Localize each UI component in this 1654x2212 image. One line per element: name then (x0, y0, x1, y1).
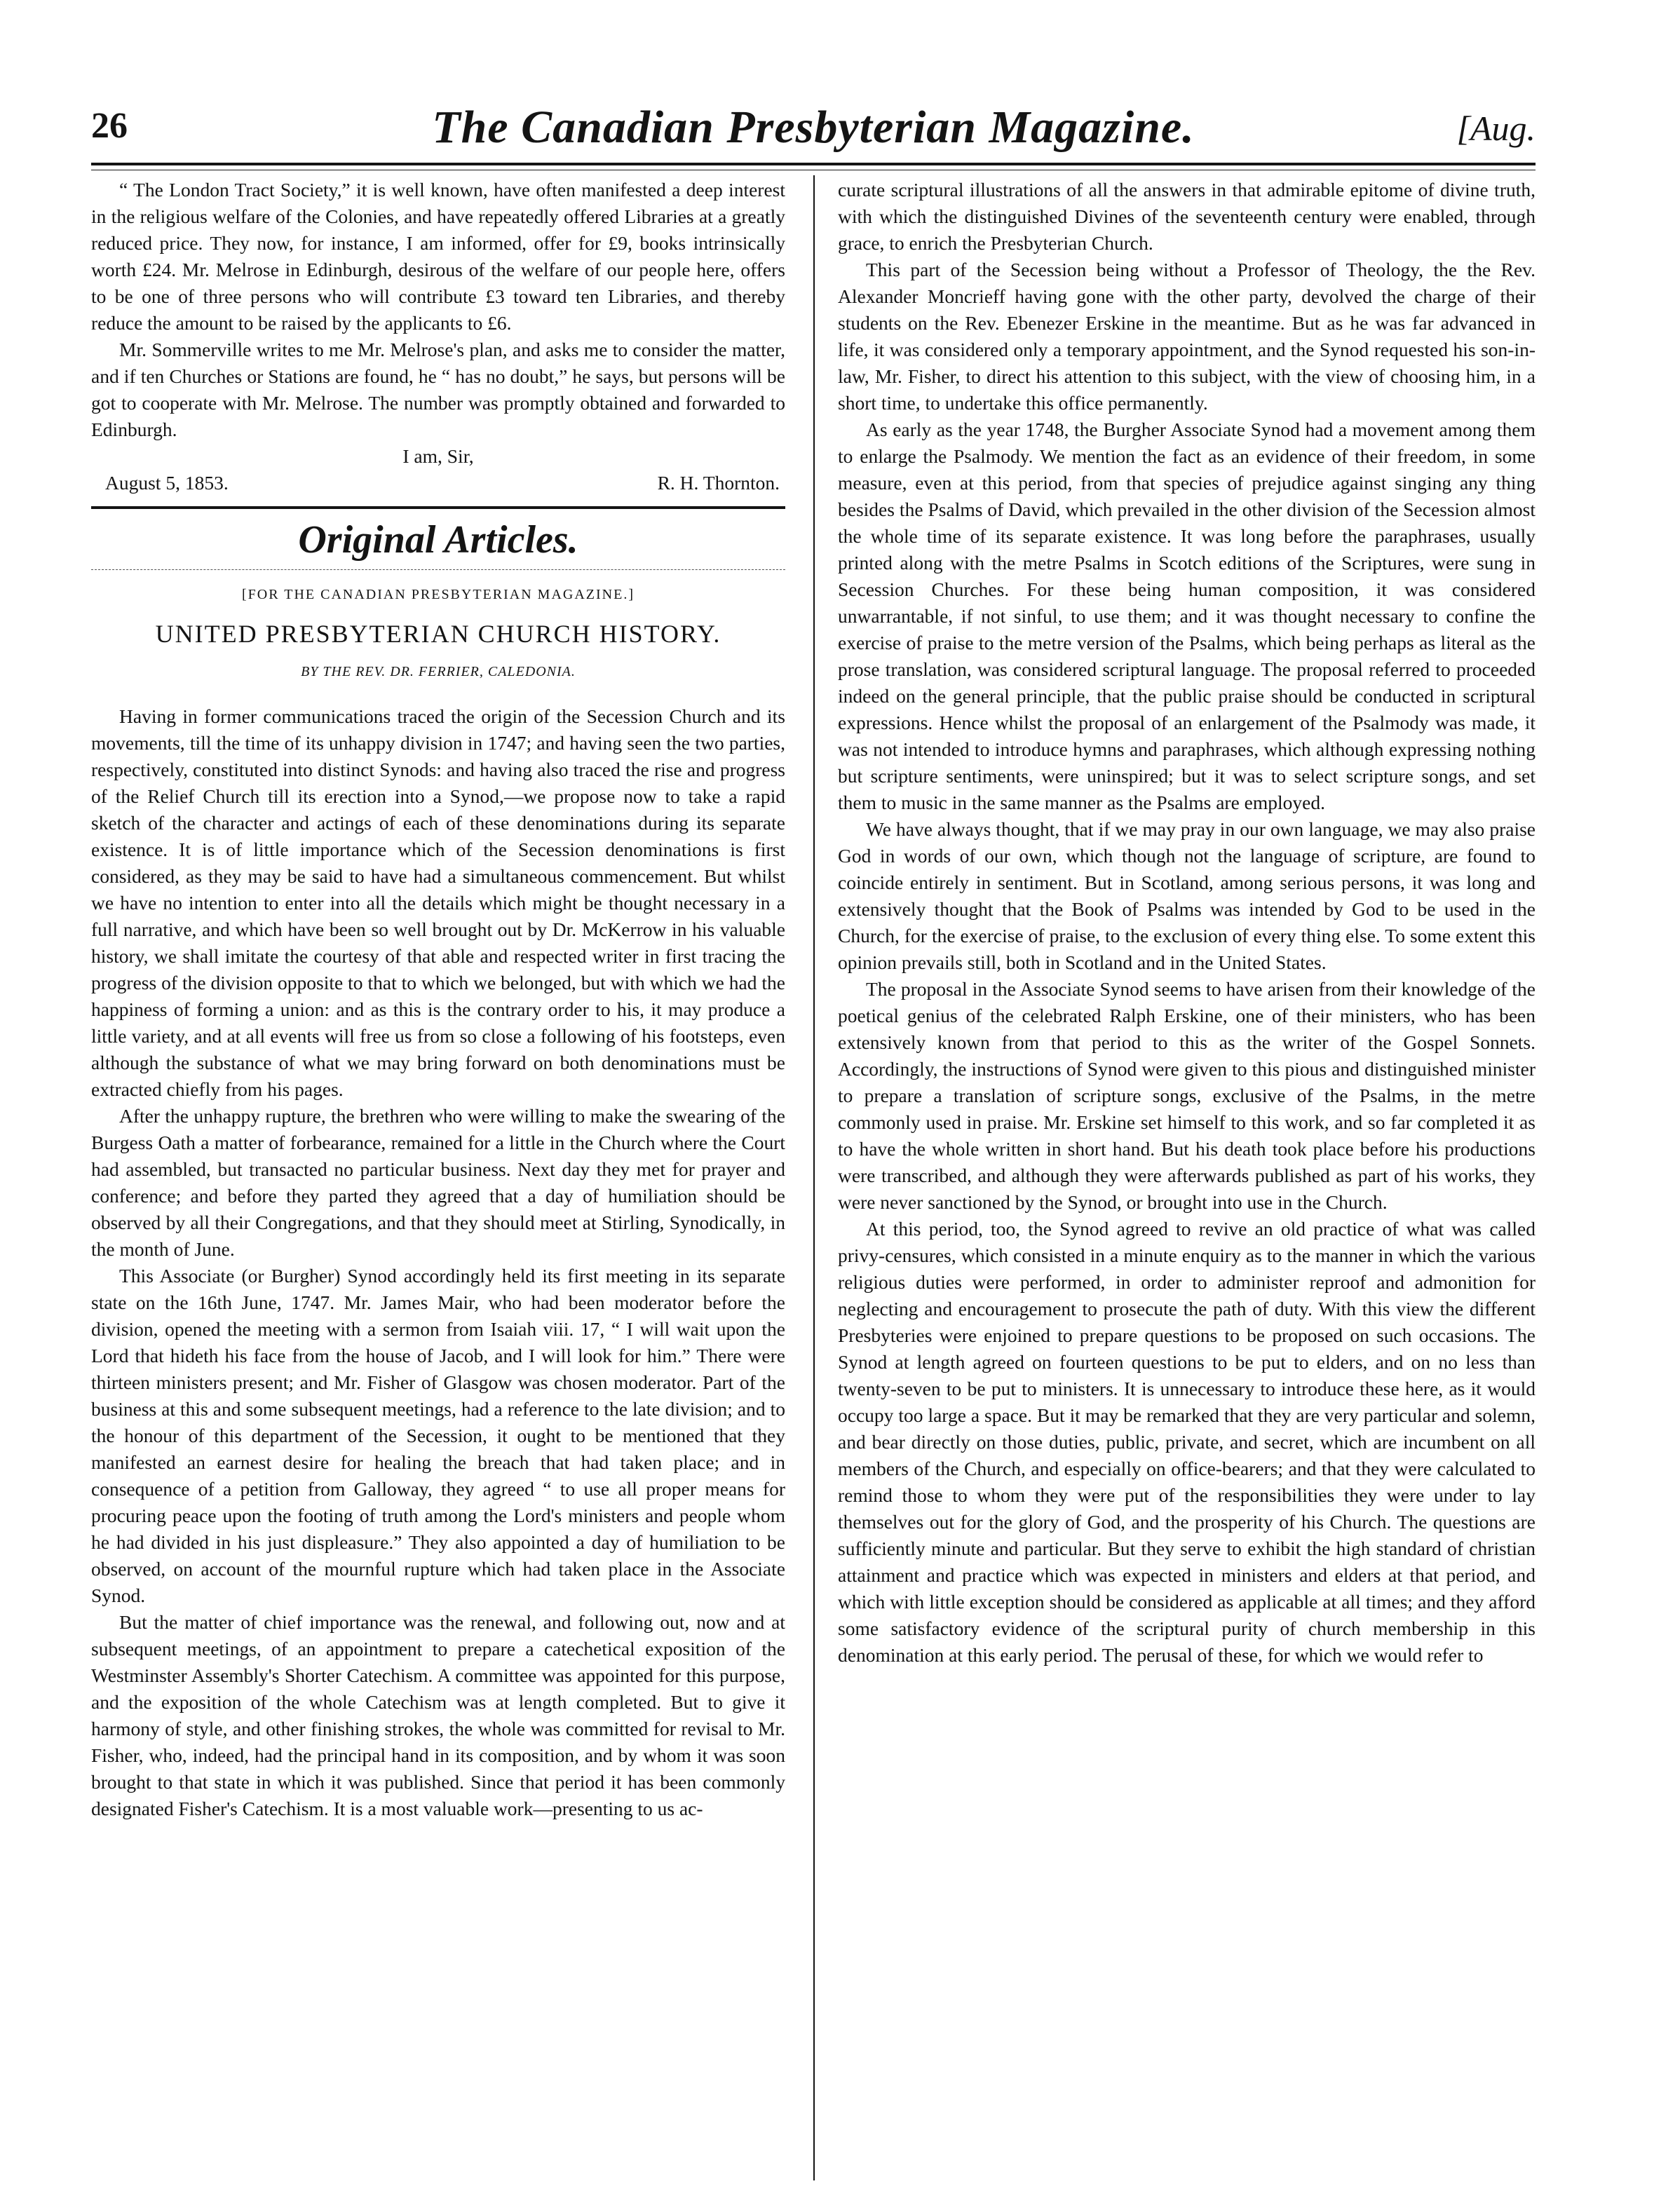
article-paragraph: Having in former communications traced the origin of the Secession Church and its movements, till the time of its unhappy division in 1747; and having seen the two parties, respectively, constituted into distinct Synods: and having also traced the rise and progress of the Relief Church till its erection into a Synod,—we propose now to take a rapid sketch of the character and actings of each of these denominations during its separate existence. It is of little importance which of the Secession denominations is first considered, as they may be said to have had a simultaneous commencement. But whilst we have no intention to enter into all the details which might be thought necessary in a full narrative, and which have been so well brought out by Dr. McKerrow in his valuable history, we shall imitate the courtesy of that able and respected writer in first tracing the progress of the division opposite to that to which we belonged, but with which we had the happiness of forming a union: and as this is the contrary order to his, it may produce a little variety, and at all events will free us from so close a following of his footsteps, even although the substance of what we may bring forward on both denominations must be extracted chiefly from his pages. (91, 705, 785, 1100)
article-paragraph: But the matter of chief importance was the renewal, and following out, now and at subsequent meetings, of an appointment to prepare a catechetical exposition of the Westminster Assembly's Shorter Catechism. A committee was appointed for this purpose, and the exposition of the whole Catechism was at length completed. But to give it harmony of style, and other finishing strokes, the whole was committed for revisal to Mr. Fisher, who, indeed, had the principal hand in its composition, and by whom it was soon brought to that state in which it was published. Since that period it has been commonly designated Fisher's Catechism. It is a most valuable work—presenting to us ac- (91, 1611, 785, 1819)
article-byline: BY THE REV. DR. FERRIER, CALEDONIA. (301, 664, 576, 679)
article-paragraph: This Associate (or Burgher) Synod accordingly held its first meeting in its separate state on the 16th June, 1747. Mr. James Mair, who had been moderator before the division, opened the meeting with a sermon from Isaiah viii. 17, “ I will wait upon the Lord that hideth his face from the house of Jacob, and I will look for him.” There were thirteen ministers present; and Mr. Fisher of Glasgow was chosen moderator. Part of the business at this and some subsequent meetings, had a reference to the late division; and to the honour of this department of the Secession, it ought to be mentioned that they manifested an earnest desire for healing the breach that had taken place; and in consequence of a petition from Galloway, they agreed “ to use all proper means for procuring peace upon the footing of truth among the Lord's ministers and people whom he had divided in his just displeasure.” They also appointed a day of humiliation to be observed, on account of the mournful rupture which had taken place in the Associate Synod. (91, 1265, 785, 1606)
article-paragraph: At this period, too, the Synod agreed to revive an old practice of what was called privy-censures, which consisted in a minute enquiry as to the manner in which the various religious duties were performed, in order to administer reproof and admonition for neglecting and encouragement to prosecute the path of duty. With this view the different Presbyteries were enjoined to prepare questions to be proposed on such occasions. The Synod at length agreed on fourteen questions to be put to elders, and on no less than twenty-seven to be put to ministers. It is unnecessary to introduce these here, as it would occupy too large a space. But it may be remarked that they are very particular and solemn, and bear directly on those duties, public, private, and secret, which are incumbent on all members of the Church, and especially on office-bearers; and that they were calculated to remind those to whom they were put of the responsibilities they were under to lay themselves out for the glory of God, and the prosperity of his Church. The questions are sufficiently minute and particular. But they serve to exhibit the high standard of christian attainment and practice which was expected in ministers and elders at that period, and which with little exception should be considered as applicable at all times; and they afford some satisfactory evidence of the scriptural purity of church membership in this denomination at this early period. The perusal of these, for which we would refer to (838, 1218, 1536, 1666)
article-paragraph: curate scriptural illustrations of all the answers in that admirable epitome of divine truth, with which the distinguished Divines of the seventeenth century were enabled, through grace, to enrich the Presbyterian Church. (838, 179, 1536, 254)
article-paragraph: We have always thought, that if we may pray in our own language, we may also praise God in words of our own, which though not the language of scripture, are found to coincide entirely in sentiment. But in Scotland, among serious persons, it was long and extensively thought that the Book of Psalms was intended by God to be used in the Church, for the exercise of praise, to the exclusion of every thing else. To some extent this opinion prevails still, both in Scotland and in the United States. (838, 818, 1536, 973)
section-heading: Original Articles. (298, 518, 578, 562)
section-heading-block (91, 506, 785, 570)
article-paragraph: This part of the Secession being without a Professor of Theology, the the Rev. Alexander Moncrieff having gone with the other party, devolved the charge of their students on the Rev. Ebenezer Erskine in the meantime. But as he was far advanced in life, it was considered only a temporary appointment, and the Synod requested his son-in-law, Mr. Fisher, to direct his attention to this subject, with the view of choosing him, in a short time, to undertake this office permanently. (838, 259, 1536, 414)
column-divider (813, 175, 815, 2180)
magazine-title: The Canadian Presbyterian Magazine. (432, 102, 1195, 153)
letter-signature: R. H. Thornton. (657, 472, 780, 494)
source-note: [FOR THE CANADIAN PRESBYTERIAN MAGAZINE.] (242, 587, 635, 602)
article-title: UNITED PRESBYTERIAN CHURCH HISTORY. (155, 620, 721, 648)
right-column (838, 177, 1536, 1669)
article-paragraph: The proposal in the Associate Synod seems to have arisen from their knowledge of the poetical genius of the celebrated Ralph Erskine, one of their ministers, who has been extensively known from that period to this as the writer of the Gospel Sonnets. Accordingly, the instructions of Synod were given to this pious and distinguished minister to prepare a translation of scripture songs, exclusive of the Psalms, in the metre commonly used in praise. Mr. Erskine set himself to this work, and so far completed it as to have the whole written in short hand. But his death took place before his productions were transcribed, and although they were afterwards published as part of his works, they were never sanctioned by the Synod, or brought into use in the Church. (838, 978, 1536, 1213)
month-label: [Aug. (1456, 109, 1536, 148)
letter-paragraph: Mr. Sommerville writes to me Mr. Melrose's plan, and asks me to consider the matter, and if ten Churches or Stations are found, he “ has no doubt,” he says, but persons will be got to cooperate with Mr. Melrose. The number was promptly obtained and forwarded to Edinburgh. (91, 339, 785, 440)
letter-paragraph: “ The London Tract Society,” it is well known, have often manifested a deep interest in the religious welfare of the Colonies, and have repeatedly offered Libraries at a greatly reduced price. They now, for instance, I am informed, offer for £9, books intrinsically worth £24. Mr. Melrose in Edinburgh, desirous of the welfare of our people here, offers to be one of three persons who will contribute £3 toward ten Libraries, and thereby reduce the amount to be raised by the applicants to £6. (91, 179, 785, 334)
letter-closing: I am, Sir, (402, 445, 474, 467)
left-column (91, 177, 785, 1822)
letter-signoff (91, 470, 785, 499)
article-paragraph: After the unhappy rupture, the brethren who were willing to make the swearing of the Burgess Oath a matter of forbearance, remained for a little in the Church where the Court had assembled, but transacted no particular business. Next day they met for prayer and conference; and before they parted they agreed that a day of humiliation should be observed by all their Congregations, and that they should meet at Stirling, Synodically, in the month of June. (91, 1105, 785, 1260)
letter-date: August 5, 1853. (105, 472, 229, 494)
page-number: 26 (91, 106, 128, 146)
page-header (91, 102, 1536, 161)
header-rule (91, 163, 1536, 165)
article-paragraph: As early as the year 1748, the Burgher Associate Synod had a movement among them to enlarge the Psalmody. We mention the fact as an evidence of their freedom, in some measure, even at this period, from that species of prejudice against singing any thing besides the Psalms of David, which prevailed in the other division of the Secession almost the whole time of its separate existence. It was long before the paraphrases, usually printed along with the metre Psalms in Scotch editions of the Scriptures, were sung in Secession Churches. For these being human composition, it was considered unwarrantable, if not sinful, to use them; and it was thought necessary to confine the exercise of praise to the metre version of the Psalms, which being perhaps as literal as the prose translation, was considered scriptural language. The proposal referred to proceeded indeed on the general principle, that the public praise should be conducted in scriptural expressions. Hence whilst the proposal of an enlargement of the Psalmody was made, it was not intended to introduce hymns and paraphrases, which although expressing nothing but scripture sentiments, were uninspired; but it was to select scripture songs, and set them to music in the same manner as the Psalms are employed. (838, 419, 1536, 813)
